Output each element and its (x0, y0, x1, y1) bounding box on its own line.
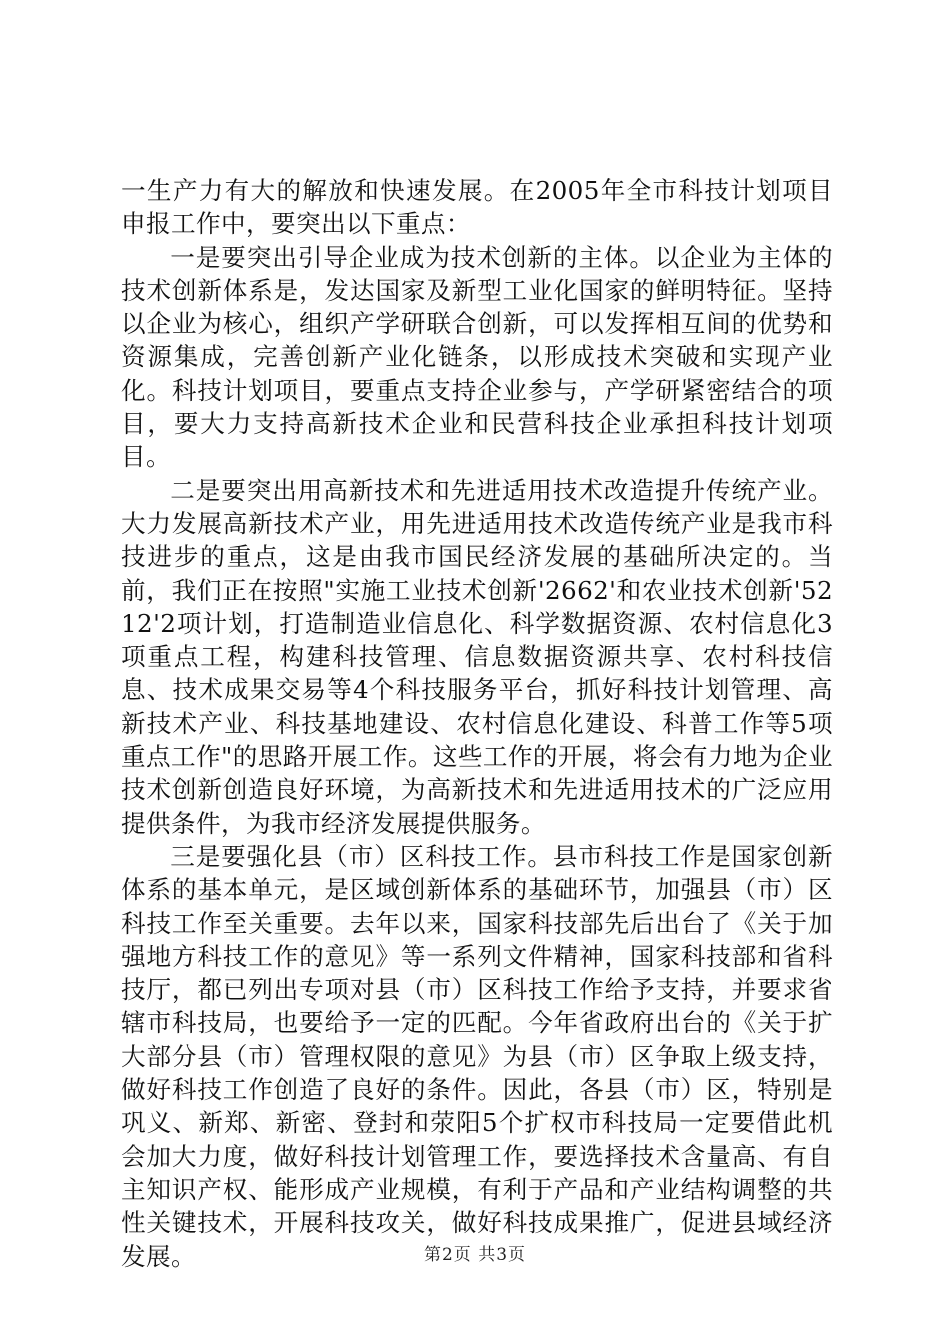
paragraph-point-three: 三是要强化县（市）区科技工作。县市科技工作是国家创新体系的基本单元，是区域创新体系的基础环节，加强县（市）区科技工作至关重要。去年以来，国家科技部先后出台了《关于加强地方科技工作的意见》等一系列文件精神，国家科技部和省科技厅，都已列出专项对县（市）区科技工作给予支持，并要求省辖市科技局，也要给予一定的匹配。今年省政府出台的《关于扩大部分县（市）管理权限的意见》为县（市）区争取上级支持，做好科技工作创造了良好的条件。因此，各县（市）区，特别是巩义、新郑、新密、登封和荥阳5个扩权市科技局一定要借此机会加大力度，做好科技计划管理工作，要选择技术含量高、有自主知识产权、能形成产业规模，有利于产品和产业结构调整的共性关键技术，开展科技攻关，做好科技成果推广，促进县域经济发展。 (121, 841, 833, 1271)
paragraph-point-two: 二是要突出用高新技术和先进适用技术改造提升传统产业。大力发展高新技术产业，用先进适用技术改造传统产业是我市科技进步的重点，这是由我市国民经济发展的基础所决定的。当前，我们正在按照"实施工业技术创新'2662'和农业技术创新'5212'2项计划，打造制造业信息化、科学数据资源、农村信息化3项重点工程，构建科技管理、信息数据资源共享、农村科技信息、技术成果交易等4个科技服务平台，抓好科技计划管理、高新技术产业、科技基地建设、农村信息化建设、科普工作等5项重点工作"的思路开展工作。这些工作的开展，将会有力地为企业技术创新创造良好环境，为高新技术和先进适用技术的广泛应用提供条件，为我市经济发展提供服务。 (121, 475, 833, 838)
page-number-footer: 第2页 共3页 (423, 1245, 527, 1265)
paragraph-continuation: 一生产力有大的解放和快速发展。在2005年全市科技计划项目申报工作中，要突出以下重点： (121, 176, 833, 239)
paragraph-point-one: 一是要突出引导企业成为技术创新的主体。以企业为主体的技术创新体系是，发达国家及新型工业化国家的鲜明特征。坚持以企业为核心，组织产学研联合创新，可以发挥相互间的优势和资源集成，完善创新产业化链条，以形成技术突破和实现产业化。科技计划项目，要重点支持企业参与，产学研紧密结合的项目，要大力支持高新技术企业和民营科技企业承担科技计划项目。 (121, 242, 833, 472)
document-body (121, 174, 833, 1273)
